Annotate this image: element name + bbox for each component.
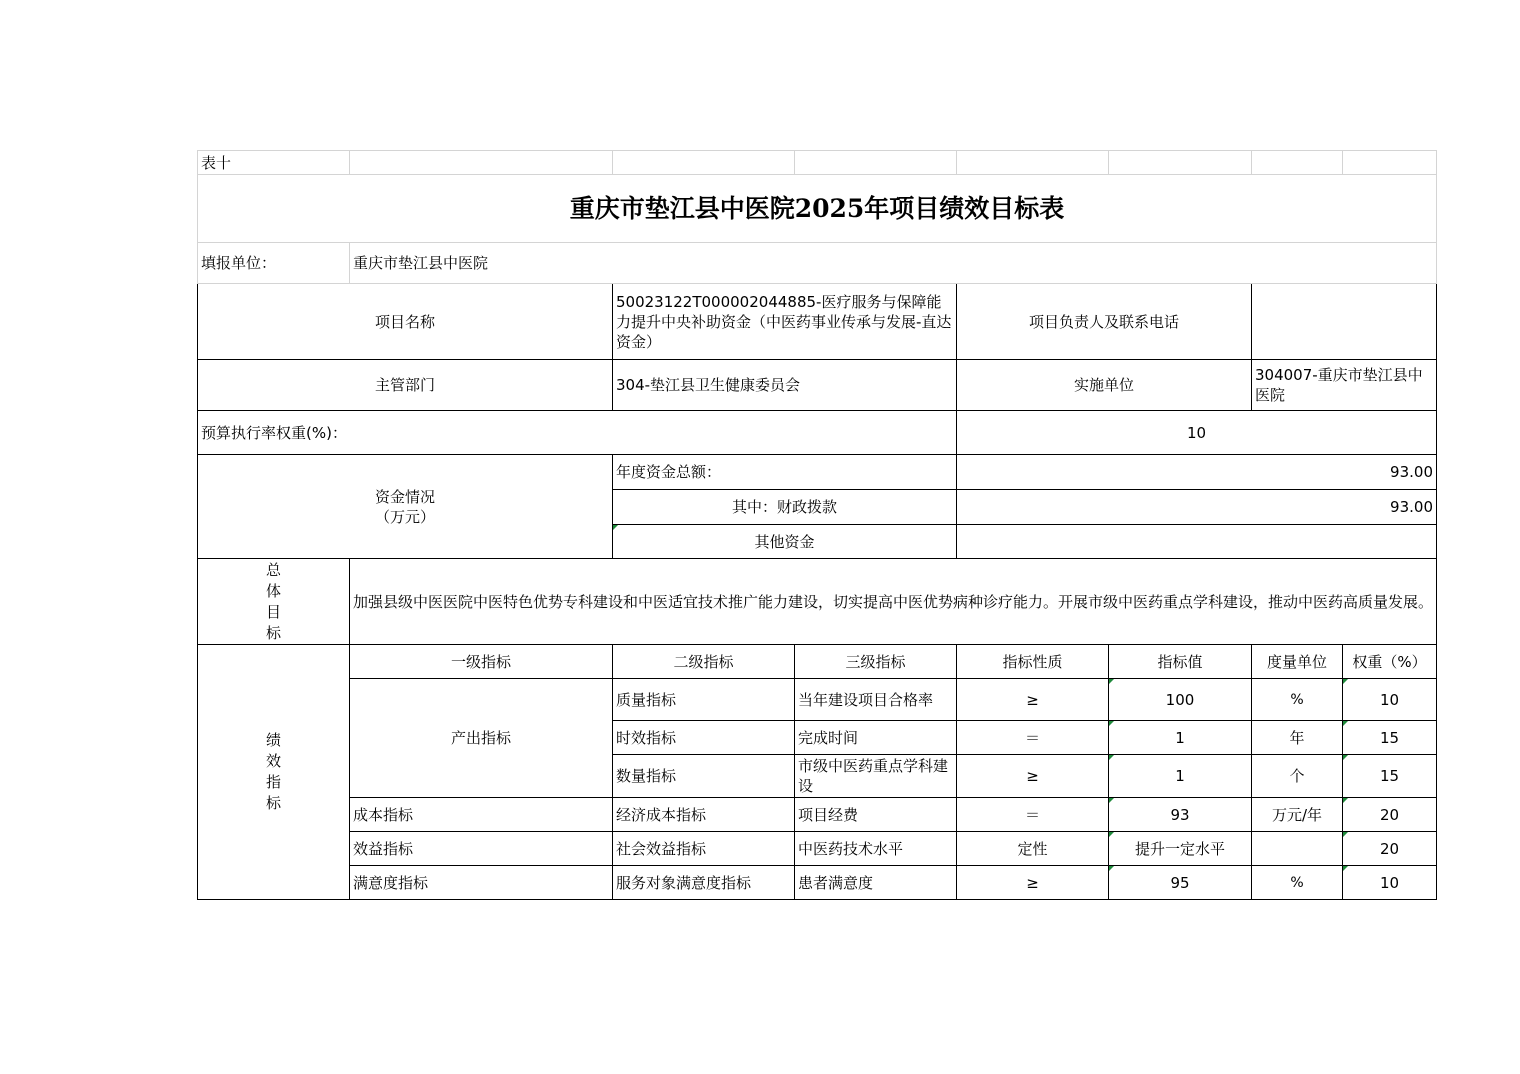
weight-cell: 20 [1343,798,1437,832]
implementing-unit-label: 实施单位 [957,360,1252,411]
funds-label-line2: （万元） [374,507,435,526]
budget-weight-value: 10 [957,411,1437,455]
header-level3: 三级指标 [795,645,957,679]
header-level2: 二级指标 [613,645,795,679]
indicators-label-char: 指 [265,773,281,791]
value-cell: 1 [1109,755,1252,798]
total-funds-label: 年度资金总额： [613,455,957,490]
reporting-unit-value: 重庆市垫江县中医院 [350,243,1437,284]
output-indicator-group: 产出指标 [350,679,613,798]
implementing-unit-value: 304007-重庆市垫江县中医院 [1252,360,1437,411]
nature-cell: ≥ [957,866,1109,900]
performance-target-table [197,150,1437,900]
other-funds-label: 其他资金 [613,525,957,559]
table-row [198,798,1437,832]
level2-cell: 质量指标 [613,679,795,721]
level2-cell: 数量指标 [613,755,795,798]
weight-cell: 15 [1343,721,1437,755]
level1-cell: 效益指标 [350,832,613,866]
supervising-dept-label: 主管部门 [198,360,613,411]
value-cell: 95 [1109,866,1252,900]
page-title: 重庆市垫江县中医院2025年项目绩效目标表 [198,175,1437,243]
level2-cell: 社会效益指标 [613,832,795,866]
project-contact-value [1252,284,1437,360]
total-funds-value: 93.00 [957,455,1437,490]
goal-label-char: 体 [265,581,281,600]
level3-cell: 患者满意度 [795,866,957,900]
unit-cell: 万元/年 [1252,798,1343,832]
nature-cell: ≥ [957,755,1109,798]
value-cell: 93 [1109,798,1252,832]
level3-cell: 项目经费 [795,798,957,832]
level1-cell: 满意度指标 [350,866,613,900]
table-number: 表十 [198,151,350,175]
table-row [198,679,1437,721]
level3-cell: 市级中医药重点学科建设 [795,755,957,798]
goal-label-char: 标 [265,623,281,642]
project-name-label: 项目名称 [198,284,613,360]
fiscal-funds-label: 其中：财政拨款 [613,490,957,525]
value-cell: 100 [1109,679,1252,721]
level2-cell: 服务对象满意度指标 [613,866,795,900]
weight-cell: 10 [1343,866,1437,900]
nature-cell: ＝ [957,721,1109,755]
indicators-label [198,645,350,900]
goal-label-char: 总 [265,560,281,579]
value-cell: 1 [1109,721,1252,755]
table-row [198,832,1437,866]
funds-label-line1: 资金情况 [374,487,435,506]
level3-cell: 中医药技术水平 [795,832,957,866]
weight-cell: 10 [1343,679,1437,721]
header-nature: 指标性质 [957,645,1109,679]
overall-goal-text: 加强县级中医医院中医特色优势专科建设和中医适宜技术推广能力建设，切实提高中医优势病种诊疗能力。开展市级中医药重点学科建设，推动中医药高质量发展。 [350,559,1437,645]
header-level1: 一级指标 [350,645,613,679]
other-funds-value [957,525,1437,559]
nature-cell: ＝ [957,798,1109,832]
level2-cell: 经济成本指标 [613,798,795,832]
header-value: 指标值 [1109,645,1252,679]
unit-cell: % [1252,679,1343,721]
unit-cell: % [1252,866,1343,900]
weight-cell: 20 [1343,832,1437,866]
fiscal-funds-value: 93.00 [957,490,1437,525]
overall-goal-label [198,559,350,645]
indicators-label-char: 绩 [265,731,281,749]
table-row [198,866,1437,900]
goal-label-char: 目 [265,602,281,621]
header-weight: 权重（%） [1343,645,1437,679]
indicators-label-char: 效 [265,752,281,770]
level3-cell: 当年建设项目合格率 [795,679,957,721]
budget-weight-label: 预算执行率权重(%)： [198,411,957,455]
reporting-unit-label: 填报单位： [198,243,350,284]
level3-cell: 完成时间 [795,721,957,755]
funds-label [198,455,613,559]
unit-cell [1252,832,1343,866]
nature-cell: ≥ [957,679,1109,721]
unit-cell: 年 [1252,721,1343,755]
level2-cell: 时效指标 [613,721,795,755]
weight-cell: 15 [1343,755,1437,798]
value-cell: 提升一定水平 [1109,832,1252,866]
unit-cell: 个 [1252,755,1343,798]
header-unit: 度量单位 [1252,645,1343,679]
project-name-value: 50023122T000002044885-医疗服务与保障能力提升中央补助资金（中医药事业传承与发展-直达资金） [613,284,957,360]
level1-cell: 成本指标 [350,798,613,832]
indicators-label-char: 标 [265,794,281,812]
supervising-dept-value: 304-垫江县卫生健康委员会 [613,360,957,411]
nature-cell: 定性 [957,832,1109,866]
project-contact-label: 项目负责人及联系电话 [957,284,1252,360]
